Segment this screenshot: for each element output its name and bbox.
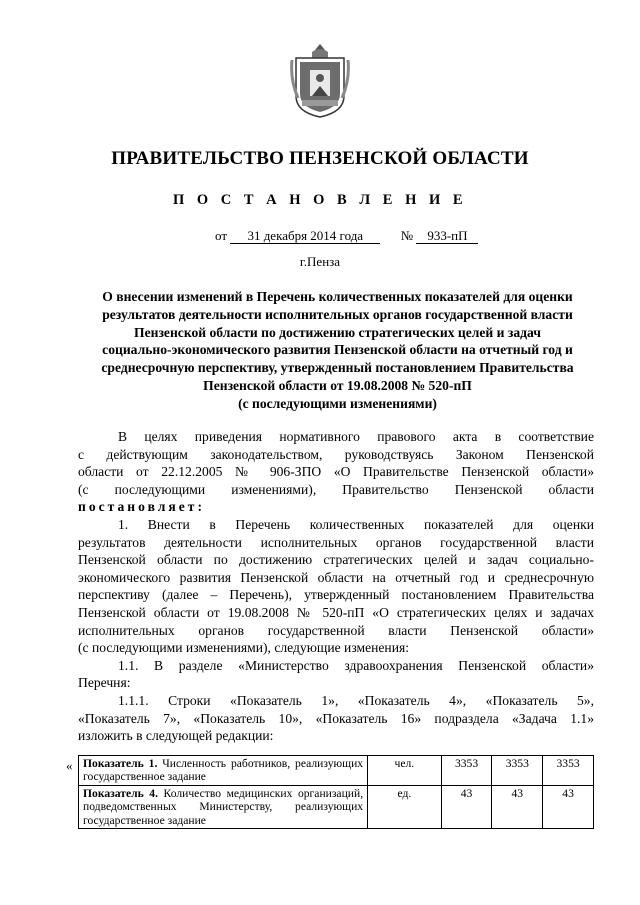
indicator-label: Показатель 1. (83, 757, 158, 770)
body-line: 1. Внести в Перечень количественных показателей для оценки (118, 516, 594, 532)
body-line: 1.1. В разделе «Министерство здравоохранения Пензенской области» (118, 657, 594, 673)
body-line: (с последующими изменениями), Правительство Пензенской области (78, 481, 594, 497)
heading-line: Пензенской области от 19.08.2008 № 520-пП (203, 377, 472, 393)
body-line: «Показатель 7», «Показатель 10», «Показатель 16» подраздела «Задача 1.1» (78, 710, 594, 726)
table-row (79, 756, 594, 786)
body-line: исполнительных органов государственной власти Пензенской области» (78, 622, 594, 638)
value-cell: 43 (441, 785, 492, 828)
body-line: изложить в следующей редакции: (78, 728, 274, 744)
body-line: В целях приведения нормативного правового акта в соответствие (118, 429, 594, 444)
value-cell: 3353 (441, 756, 492, 786)
value-cell: 43 (543, 785, 594, 828)
indicator-cell (79, 756, 368, 786)
date-field: 31 декабря 2014 года (230, 229, 380, 244)
decree-body (78, 428, 594, 745)
heading-line: О внесении изменений в Перечень количественных показателей для оценки (102, 289, 573, 304)
body-line: результатов деятельности исполнительных органов государственной власти (78, 534, 594, 550)
indicator-label: Показатель 4. (83, 786, 158, 800)
unit-cell: ед. (368, 785, 442, 828)
heading-line: среднесрочную перспективу, утвержденный постановлением Правительства (101, 360, 574, 376)
indicators-table (78, 755, 594, 829)
body-line: Перечня: (78, 675, 131, 691)
body-line: перспективу (далее – Перечень), утвержденный постановлением Правительства (78, 587, 594, 603)
value-cell: 3353 (492, 756, 543, 786)
heading-line: результатов деятельности исполнительных органов государственной власти (102, 306, 573, 322)
heading-line: социально-экономического развития Пензенской области на отчетный год и (102, 342, 573, 358)
heading-line: Пензенской области по достижению стратегических целей и задач (134, 324, 541, 340)
indicator-text: Численность работников, реализующих государственное задание (83, 757, 364, 784)
open-quote: « (66, 758, 73, 773)
body-line: с действующим законодательством, руководствуясь Законом Пензенской (78, 446, 594, 462)
document-type: П О С Т А Н О В Л Е Н И Е (172, 192, 468, 208)
body-line: экономического развития Пензенской области на отчетный год и среднесрочную (78, 569, 594, 585)
value-cell: 3353 (543, 756, 594, 786)
number-prefix: № (400, 228, 414, 243)
unit-cell: чел. (368, 756, 442, 786)
body-line: Пензенской области от 19.08.2008 № 520-пП «О стратегических целях и задачах (78, 604, 594, 620)
indicator-cell (79, 785, 368, 828)
coat-of-arms-icon (290, 40, 350, 120)
table-row (79, 785, 594, 828)
value-cell: 43 (492, 785, 543, 828)
indicator-text: Количество медицинских организаций, подведомственных Министерству, реализующих государственное задание (83, 786, 364, 827)
government-title: ПРАВИТЕЛЬСТВО ПЕНЗЕНСКОЙ ОБЛАСТИ (111, 148, 529, 169)
body-line: 1.1.1. Строки «Показатель 1», «Показатель 4», «Показатель 5», (118, 692, 594, 708)
decree-heading (70, 288, 605, 413)
date-number-line (215, 228, 478, 244)
resolves-word: постановляет: (78, 499, 205, 515)
city: г.Пенза (299, 254, 341, 269)
body-line: области от 22.12.2005 № 906-ЗПО «О Правительстве Пензенской области» (78, 464, 594, 480)
heading-line: (с последующими изменениями) (238, 395, 437, 411)
date-prefix: от (215, 228, 228, 243)
body-line: Пензенской области по достижению стратегических целей и задач социально- (78, 552, 594, 568)
number-field: 933-пП (416, 229, 478, 244)
body-line: (с последующими изменениями), следующие изменения: (78, 640, 410, 656)
